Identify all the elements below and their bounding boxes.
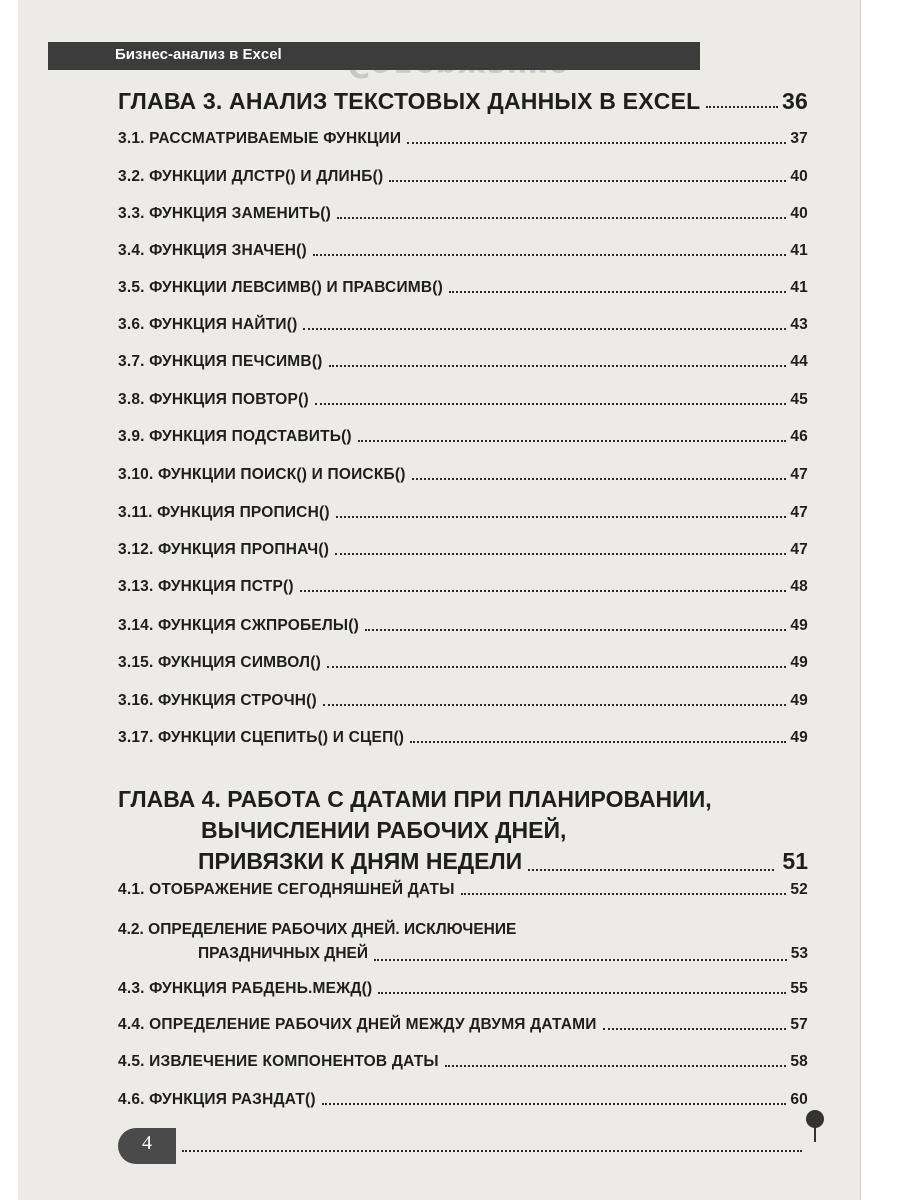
toc-entry-page: 53 xyxy=(790,945,808,962)
toc-entry[interactable] xyxy=(118,578,808,596)
toc-entry-page: 49 xyxy=(790,654,808,671)
toc-entry[interactable] xyxy=(118,881,808,899)
leader-dots xyxy=(412,478,787,480)
toc-entry[interactable] xyxy=(118,617,808,635)
toc-entry[interactable] xyxy=(118,466,808,484)
chapter-4-title-line1: ГЛАВА 4. РАБОТА С ДАТАМИ ПРИ ПЛАНИРОВАНИИ, xyxy=(118,786,712,812)
leader-dots xyxy=(303,328,786,330)
chapter-4-title-line3-row xyxy=(118,846,808,877)
toc-entry-title: 3.4. ФУНКЦИЯ ЗНАЧЕН() xyxy=(118,242,307,259)
toc-entry-title: 3.7. ФУНКЦИЯ ПЕЧСИМВ() xyxy=(118,353,323,370)
toc-entry-page: 47 xyxy=(790,466,808,483)
toc-entry-title: 3.8. ФУНКЦИЯ ПОВТОР() xyxy=(118,391,309,408)
toc-entry-title: 3.12. ФУНКЦИЯ ПРОПНАЧ() xyxy=(118,541,330,558)
toc-entry[interactable] xyxy=(118,1053,808,1071)
toc-entry[interactable] xyxy=(118,980,808,998)
toc-entry-title: 3.15. ФУКНЦИЯ СИМВОЛ() xyxy=(118,654,321,671)
toc-entry-title: 3.3. ФУНКЦИЯ ЗАМЕНИТЬ() xyxy=(118,205,332,222)
toc-entry-title: 3.6. ФУНКЦИЯ НАЙТИ() xyxy=(118,316,298,333)
toc-entry-page: 46 xyxy=(790,428,808,445)
toc-entry[interactable] xyxy=(118,279,808,297)
toc-entry[interactable] xyxy=(118,391,808,409)
chapter-3-heading[interactable] xyxy=(118,88,808,115)
toc-entry-title: 3.13. ФУНКЦИЯ ПСТР() xyxy=(118,578,294,595)
chapter-3-page: 36 xyxy=(782,88,808,114)
leader-dots xyxy=(410,741,786,743)
leader-dots xyxy=(445,1065,787,1067)
toc-entry-page: 52 xyxy=(790,881,808,898)
leader-dots xyxy=(313,254,786,256)
toc-entry-title: 3.16. ФУНКЦИЯ СТРОЧН() xyxy=(118,692,317,709)
toc-entry-page: 60 xyxy=(790,1091,808,1108)
page-number: 4 xyxy=(142,1132,152,1154)
toc-entry-title: 3.11. ФУНКЦИЯ ПРОПИСН() xyxy=(118,504,330,521)
chapter-4-heading[interactable] xyxy=(118,784,808,877)
toc-entry-title: 4.1. ОТОБРАЖЕНИЕ СЕГОДНЯШНЕЙ ДАТЫ xyxy=(118,881,455,898)
toc-entry[interactable] xyxy=(118,918,808,966)
leader-dots xyxy=(378,992,786,994)
toc-entry-page: 43 xyxy=(790,316,808,333)
leader-dots xyxy=(461,893,787,895)
leader-dots xyxy=(358,440,787,442)
table-of-contents xyxy=(118,0,808,1200)
toc-entry-title: 4.3. ФУНКЦИЯ РАБДЕНЬ.МЕЖД() xyxy=(118,980,373,997)
toc-entry-title: 3.5. ФУНКЦИИ ЛЕВСИМВ() И ПРАВСИМВ() xyxy=(118,279,444,296)
leader-dots xyxy=(365,629,786,631)
leader-dots xyxy=(449,291,786,293)
leader-dots xyxy=(315,403,787,405)
toc-entry[interactable] xyxy=(118,428,808,446)
leader-dots xyxy=(336,516,787,518)
toc-entry-page: 45 xyxy=(790,391,808,408)
chapter-4-title-line3: ПРИВЯЗКИ К ДНЯМ НЕДЕЛИ xyxy=(198,848,523,874)
toc-entry[interactable] xyxy=(118,729,808,747)
toc-entry-title: 3.1. РАССМАТРИВАЕМЫЕ ФУНКЦИИ xyxy=(118,130,402,147)
toc-entry-page: 44 xyxy=(790,353,808,370)
toc-entry[interactable] xyxy=(118,168,808,186)
toc-entry[interactable] xyxy=(118,541,808,559)
toc-entry-title: 3.14. ФУНКЦИЯ СЖПРОБЕЛЫ() xyxy=(118,617,360,634)
leader-dots xyxy=(528,869,774,871)
toc-entry[interactable] xyxy=(118,692,808,710)
toc-entry[interactable] xyxy=(118,1091,808,1109)
footer-ornament-tick xyxy=(814,1126,816,1142)
chapter-4-title-line2: ВЫЧИСЛЕНИИ РАБОЧИХ ДНЕЙ, xyxy=(201,817,567,843)
toc-entry[interactable] xyxy=(118,654,808,672)
leader-dots xyxy=(337,217,786,219)
toc-entry-title-line1: 4.2. ОПРЕДЕЛЕНИЕ РАБОЧИХ ДНЕЙ. ИСКЛЮЧЕНИЕ xyxy=(118,921,517,938)
toc-entry-title: 3.9. ФУНКЦИЯ ПОДСТАВИТЬ() xyxy=(118,428,352,445)
toc-entry-page: 49 xyxy=(790,729,808,746)
toc-entry-title: 3.2. ФУНКЦИИ ДЛСТР() И ДЛИНБ() xyxy=(118,168,384,185)
toc-entry-page: 41 xyxy=(790,279,808,296)
leader-dots xyxy=(300,590,787,592)
toc-entry-title: 4.6. ФУНКЦИЯ РАЗНДАТ() xyxy=(118,1091,316,1108)
toc-entry-title: 4.5. ИЗВЛЕЧЕНИЕ КОМПОНЕНТОВ ДАТЫ xyxy=(118,1053,439,1070)
toc-entry-title-line2: ПРАЗДНИЧНЫХ ДНЕЙ xyxy=(198,945,369,962)
toc-entry-page: 58 xyxy=(790,1053,808,1070)
leader-dots xyxy=(327,666,786,668)
toc-entry-page: 40 xyxy=(790,168,808,185)
toc-entry-title: 3.10. ФУНКЦИИ ПОИСК() И ПОИСКБ() xyxy=(118,466,406,483)
footer-dotted-rule xyxy=(182,1150,802,1152)
toc-entry-title: 3.17. ФУНКЦИИ СЦЕПИТЬ() И СЦЕП() xyxy=(118,729,405,746)
leader-dots xyxy=(389,180,786,182)
leader-dots xyxy=(706,106,778,108)
toc-entry-page: 37 xyxy=(790,130,808,147)
toc-entry-page: 47 xyxy=(790,541,808,558)
toc-entry[interactable] xyxy=(118,242,808,260)
leader-dots xyxy=(407,142,786,144)
leader-dots xyxy=(335,553,786,555)
toc-entry-page: 48 xyxy=(790,578,808,595)
toc-entry-page: 49 xyxy=(790,617,808,634)
toc-entry-page: 47 xyxy=(790,504,808,521)
toc-entry[interactable] xyxy=(118,316,808,334)
toc-entry-page: 40 xyxy=(790,205,808,222)
toc-entry-page: 49 xyxy=(790,692,808,709)
chapter-4-page: 51 xyxy=(782,848,808,874)
toc-entry-title-line2-row xyxy=(118,942,808,966)
toc-entry-page: 57 xyxy=(790,1016,808,1033)
chapter-3-title: ГЛАВА 3. АНАЛИЗ ТЕКСТОВЫХ ДАННЫХ В EXCEL xyxy=(118,88,701,114)
toc-entry-title: 4.4. ОПРЕДЕЛЕНИЕ РАБОЧИХ ДНЕЙ МЕЖДУ ДВУМЯ ДАТАМИ xyxy=(118,1016,597,1033)
leader-dots xyxy=(323,704,786,706)
leader-dots xyxy=(322,1103,787,1105)
toc-entry[interactable] xyxy=(118,205,808,223)
running-header-title: Бизнес-анализ в Excel xyxy=(115,46,282,63)
leader-dots xyxy=(329,365,787,367)
leader-dots xyxy=(374,959,787,961)
toc-entry[interactable] xyxy=(118,1016,808,1034)
toc-entry[interactable] xyxy=(118,504,808,522)
toc-entry-page: 41 xyxy=(790,242,808,259)
toc-entry-page: 55 xyxy=(790,980,808,997)
toc-entry[interactable] xyxy=(118,353,808,371)
toc-entry[interactable] xyxy=(118,130,808,148)
leader-dots xyxy=(603,1028,787,1030)
